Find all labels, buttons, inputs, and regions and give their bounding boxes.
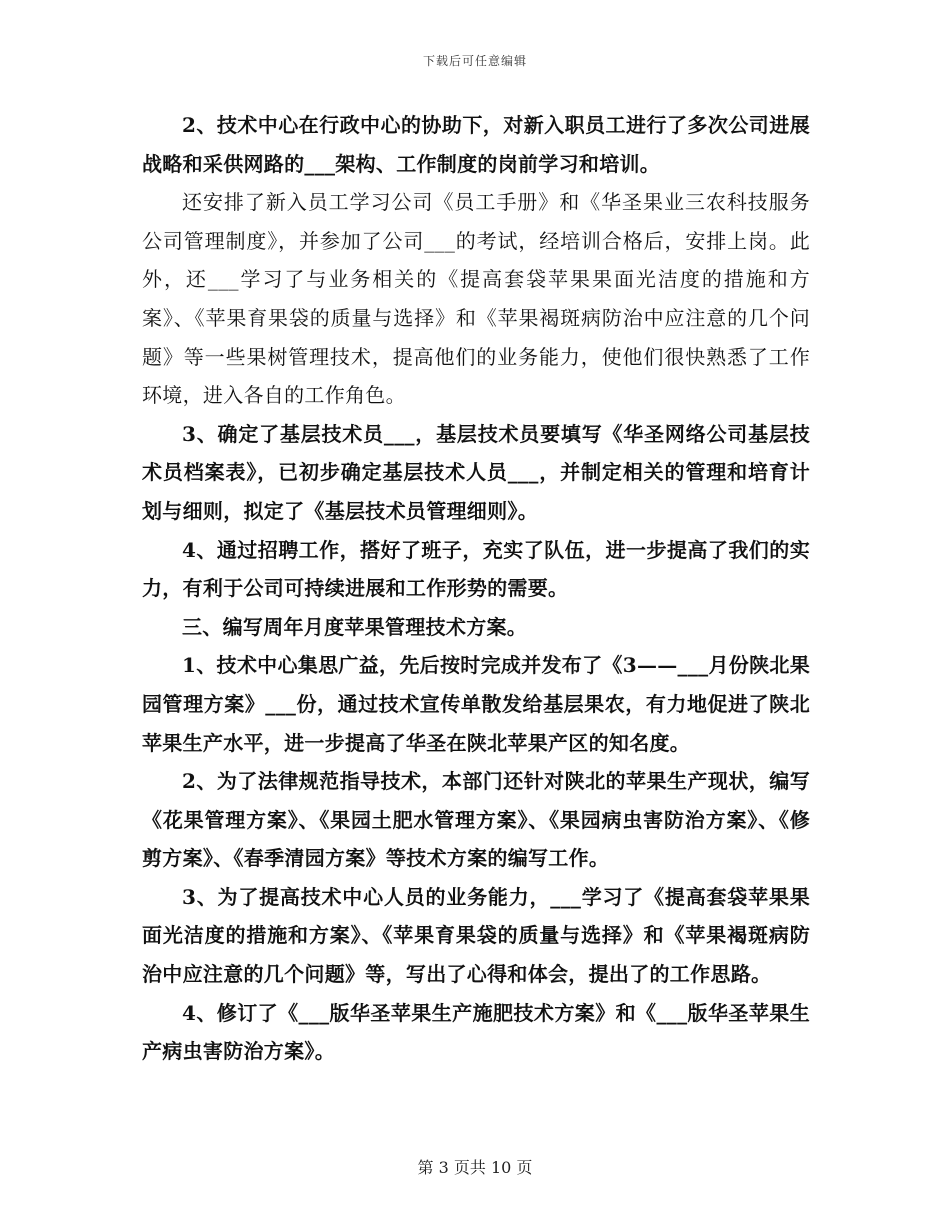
paragraph-section3-item-4: 4、修订了《___版华圣苹果生产施肥技术方案》和《___版华圣苹果生产病虫害防治方案》。 <box>142 1000 810 1064</box>
paragraph-section3-item-2: 2、为了法律规范指导技术，本部门还针对陕北的苹果生产现状，编写《花果管理方案》、《果园土肥水管理方案》、《果园病虫害防治方案》、《修剪方案》、《春季清园方案》等技术方案的编写工作。 <box>142 769 810 871</box>
header-note: 下载后可任意编辑 <box>422 54 527 68</box>
section-heading-3: 三、编写周年月度苹果管理技术方案。 <box>182 614 528 639</box>
paragraph-training-details: 还安排了新入员工学习公司《员工手册》和《华圣果业三农科技服务公司管理制度》，并参加了公司___的考试，经培训合格后，安排上岗。此外，还___学习了与业务相关的《提高套袋苹果果面光洁度的措施和方案》、《苹果育果袋的质量与选择》和《苹果褐斑病防治中应注意的几个问题》等一些果树管理技术，提高他们的业务能力，使他们很快熟悉了工作环境，进入各自的工作角色。 <box>142 190 810 408</box>
paragraph-item-2-orientation: 2、技术中心在行政中心的协助下，对新入职员工进行了多次公司进展战略和采供网路的___架构、工作制度的岗前学习和培训。 <box>142 113 810 176</box>
paragraph-section3-item-3: 3、为了提高技术中心人员的业务能力，___学习了《提高套袋苹果果面光洁度的措施和方案》、《苹果育果袋的质量与选择》和《苹果褐斑病防治中应注意的几个问题》等，写出了心得和体会，提出了的工作思路。 <box>142 884 810 987</box>
paragraph-item-4-recruitment: 4、通过招聘工作，搭好了班子，充实了队伍，进一步提高了我们的实力，有利于公司可持续进展和工作形势的需要。 <box>142 537 810 601</box>
paragraph-item-3-technicians: 3、确定了基层技术员___，基层技术员要填写《华圣网络公司基层技术员档案表》，已初步确定基层技术人员___，并制定相关的管理和培育计划与细则，拟定了《基层技术员管理细则》。 <box>142 421 810 523</box>
page-number: 第 3 页共 10 页 <box>417 1158 533 1177</box>
document-body <box>142 106 810 1071</box>
paragraph-section3-item-1: 1、技术中心集思广益，先后按时完成并发布了《3——___月份陕北果园管理方案》___份，通过技术宣传单散发给基层果农，有力地促进了陕北苹果生产水平，进一步提高了华圣在陕北苹果产区的知名度。 <box>142 653 810 755</box>
